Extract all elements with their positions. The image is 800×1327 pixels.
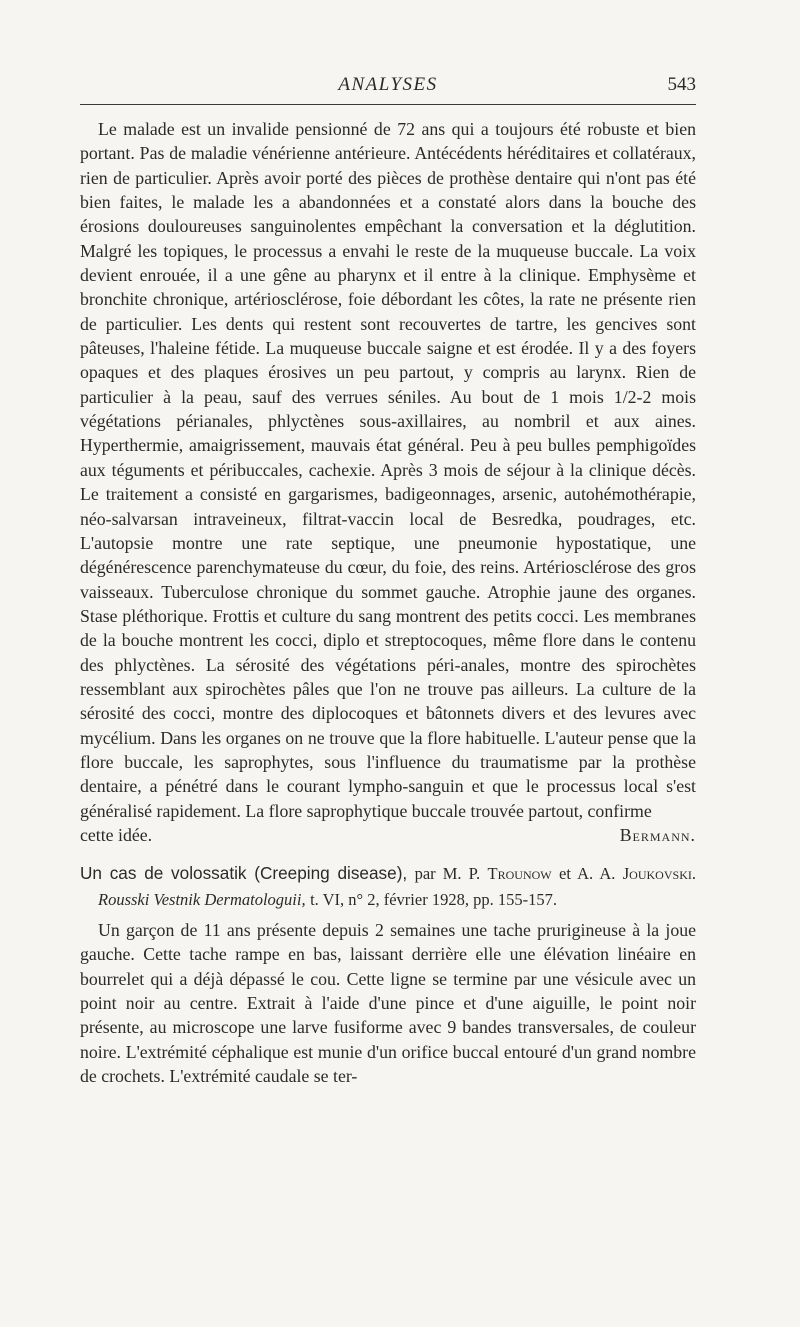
article-paragraph [80,918,696,1088]
review-closing-line [80,823,696,847]
review-text: Le malade est un invalide pensionné de 72 ans qui a toujours été robuste et bien portant. Pas de maladie vénérienne antérieure. Antécédents héréditaires et collatéraux, rien de particulier. Après avoir porté des pièces de prothèse dentaire qui n'ont pas été bien faites, le malade les a abandonnées et a constaté alors dans la bouche des érosions douloureuses sanguinolentes empêchant la conversation et la déglutition. Malgré les topiques, le processus a envahi le reste de la muqueuse buccale. La voix devient enrouée, il a une gêne au pharynx et il entre à la clinique. Emphysème et bronchite chronique, artériosclérose, foie débordant les côtes, la rate ne présente rien de particulier. Les dents qui restent sont recouvertes de tartre, les gencives sont pâteuses, l'haleine fétide. La muqueuse buccale saigne et est érodée. Il y a des foyers opaques et des plaques érosives un peu partout, y compris au larynx. Rien de particulier à la peau, sauf des verrues séniles. Au bout de 1 mois 1/2-2 mois végétations périanales, phlyctènes sous-axillaires, au nombril et aux aines. Hyperthermie, amaigrissement, mauvais état général. Peu à peu bulles pemphigoïdes aux téguments et péribuccales, cachexie. Après 3 mois de séjour à la clinique décès. Le traitement a consisté en gargarismes, badigeonnages, arsenic, autohémothérapie, néo-salvarsan intraveineux, filtrat-vaccin local de Besredka, poudrages, etc. L'autopsie montre une rate septique, une pneumonie hypostatique, une dégénérescence parenchymateuse du cœur, du foie, des reins. Artériosclérose des gros vaisseaux. Tuberculose chronique du sommet gauche. Atrophie jaune des organes. Stase pléthorique. Frottis et culture du sang montrent des petits cocci. Les membranes de la bouche montrent les cocci, diplo et streptocoques, même flore dans le contenu des phlyctènes. La sérosité des végétations péri-anales, montre des spirochètes ressemblant aux spirochètes pâles que l'on ne trouve pas ailleurs. La culture de la sérosité des cocci, montre des diplocoques et bâtonnets divers et des levures avec mycélium. Dans les organes on ne trouve que la flore habituelle. L'auteur pense que la flore buccale, les saprophytes, sous l'influence du traumatisme par la prothèse dentaire, a pénétré dans le courant lympho-sanguin et que le processus local s'est généralisé rapidement. La flore saprophytique buccale trouvée partout, confirme [80,119,696,821]
review-last-line: cette idée. [80,824,153,845]
reviewer-signature: Bermann. [619,824,696,845]
article-by: par M. P. [414,864,481,884]
article-citation: t. VI, n° 2, février 1928, pp. 155-157. [310,889,557,909]
running-head-title: ANALYSES [338,74,438,95]
article-author-2: Joukovski. [622,864,696,884]
review-paragraph [80,117,696,823]
article-text: Un garçon de 11 ans présente depuis 2 semaines une tache prurigineuse à la joue gauche. Cette tache rampe en bas, laissant derrière elle une élévation linéaire en bourrelet qui a déjà dépassé le cou. Cette ligne se termine par une vésicule avec un point noir au centre. Extrait à l'aide d'une pince et d'une aiguille, le point noir présente, au microscope une larve fusiforme avec 9 bandes transversales, de couleur noire. L'extrémité céphalique est munie d'un orifice buccal entouré d'un grand nombre de crochets. L'extrémité caudale se ter- [80,920,696,1087]
running-head [80,74,696,100]
header-rule [80,104,696,105]
page-number: 543 [667,74,696,95]
body-text [80,117,696,1088]
article-and: et A. A. [559,864,616,884]
article-title: Un cas de volossatik (Creeping disease), [80,863,408,884]
article-heading [80,861,696,912]
article-author-1: Trounow [487,864,552,884]
article-journal: Rousski Vestnik Dermatologuii, [98,889,306,909]
